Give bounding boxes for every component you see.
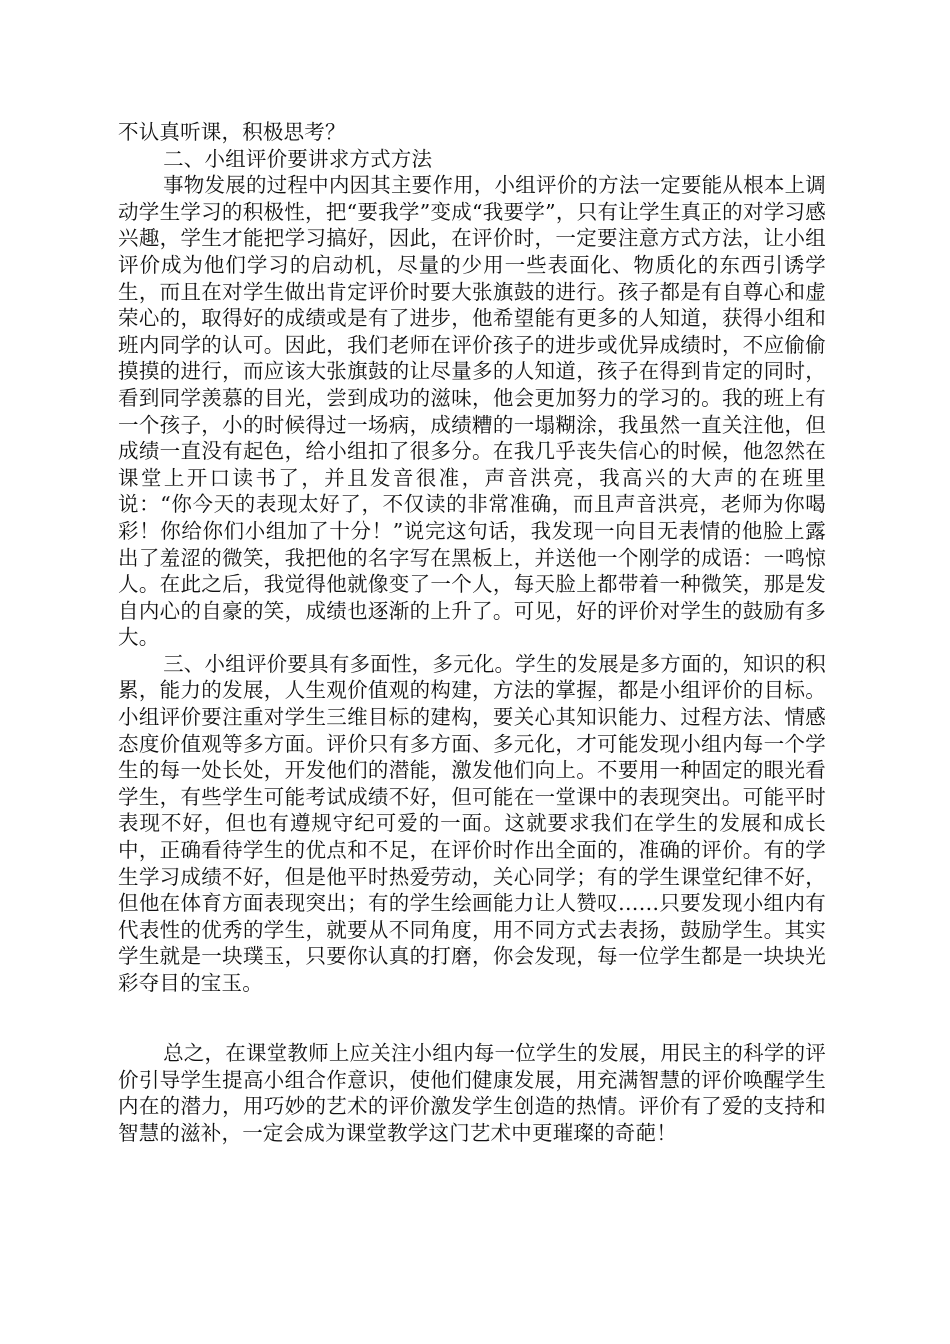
paragraph-evaluation-method: 事物发展的过程中内因其主要作用，小组评价的方法一定要能从根本上调动学生学习的积极性，把“要我学”变成“我要学”，只有让学生真正的对学习感兴趣，学生才能把学习搞好，因此，在评价时，一定要注意方式方法，让小组评价成为他们学习的启动机，尽量的少用一些表面化、物质化的东西引诱学生，而且在对学生做出肯定评价时要大张旗鼓的进行。孩子都是有自尊心和虚荣心的，取得好的成绩或是有了进步，他希望能有更多的人知道，获得小组和班内同学的认可。因此，我们老师在评价孩子的进步或优异成绩时，不应偷偷摸摸的进行，而应该大张旗鼓的让尽量多的人知道，孩子在得到肯定的同时，看到同学羡慕的目光，尝到成功的滋味，他会更加努力的学习的。我的班上有一个孩子，小的时候得过一场病，成绩糟的一塌糊涂，我虽然一直关注他，但成绩一直没有起色，给小组扣了很多分。在我几乎丧失信心的时候，他忽然在课堂上开口读书了，并且发音很准，声音洪亮，我高兴的大声的在班里说：“你今天的表现太好了，不仅读的非常准确，而且声音洪亮，老师为你喝彩！你给你们小组加了十分！”说完这句话，我发现一向目无表情的他脸上露出了羞涩的微笑，我把他的名字写在黑板上，并送他一个刚学的成语：一鸣惊人。在此之后，我觉得他就像变了一个人，每天脸上都带着一种微笑，那是发自内心的自豪的笑，成绩也逐渐的上升了。可见，好的评价对学生的鼓励有多大。	[118, 173, 826, 650]
paragraph-section-three: 三、小组评价要具有多面性，多元化。学生的发展是多方面的，知识的积累，能力的发展，人生观价值观的构建，方法的掌握，都是小组评价的目标。小组评价要注重对学生三维目标的建构，要关心其知识能力、过程方法、情感态度价值观等多方面。评价只有多方面、多元化，才可能发现小组内每一个学生的每一处长处，开发他们的潜能，激发他们向上。不要用一种固定的眼光看学生，有些学生可能考试成绩不好，但可能在一堂课中的表现突出。可能平时表现不好，但也有遵规守纪可爱的一面。这就要求我们在学生的发展和成长中，正确看待学生的优点和不足，在评价时作出全面的，准确的评价。有的学生学习成绩不好，但是他平时热爱劳动，关心同学；有的学生课堂纪律不好，但他在体育方面表现突出；有的学生绘画能力让人赞叹……只要发现小组内有代表性的优秀的学生，就要从不同角度，用不同方式去表扬，鼓励学生。其实学生就是一块璞玉，只要你认真的打磨，你会发现，每一位学生都是一块块光彩夺目的宝玉。	[118, 651, 826, 995]
section-heading-two: 二、小组评价要讲求方式方法	[163, 146, 433, 171]
paragraph-continuation: 不认真听课，积极思考？	[118, 120, 346, 144]
paragraph-conclusion: 总之，在课堂教师上应关注小组内每一位学生的发展，用民主的科学的评价引导学生提高小组合作意识，使他们健康发展，用充满智慧的评价唤醒学生内在的潜力，用巧妙的艺术的评价激发学生创造的热情。评价有了爱的支持和智慧的滋补，一定会成为课堂教学这门艺术中更璀璨的奇葩！	[118, 1041, 826, 1145]
document-body	[118, 119, 826, 997]
document-conclusion	[118, 1040, 826, 1146]
